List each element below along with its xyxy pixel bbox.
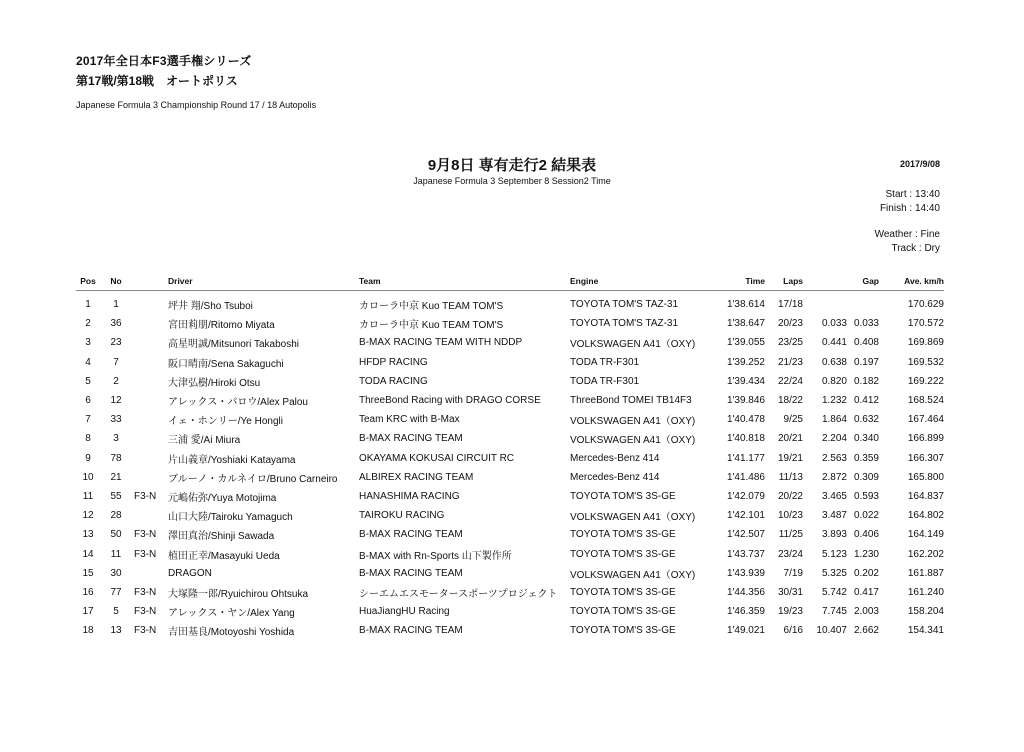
cell-driver: 山口大陸/Tairoku Yamaguch [168,512,293,524]
round-subtitle: Japanese Formula 3 Championship Round 17 / 18 Autopolis [76,100,317,110]
cell-driver: アレックス・パロウ/Alex Palou [168,397,308,409]
cell-pos: 17 [82,606,94,618]
cell-diff: 2.204 [821,433,847,445]
cell-laps: 22/24 [777,375,803,387]
cell-gap: 1.230 [853,548,879,560]
cell-no: 21 [110,471,122,483]
cell-speed: 164.149 [907,529,944,541]
cell-engine: Mercedes-Benz 414 [570,471,660,483]
cell-speed: 161.240 [907,586,944,598]
cell-speed: 170.629 [907,299,944,311]
cell-diff: 5.123 [821,548,847,560]
cell-gap: 0.197 [853,356,879,368]
cell-gap: 0.359 [853,452,879,464]
cell-diff: 0.441 [821,337,847,349]
cell-gap: 0.417 [853,586,879,598]
cell-diff: 0.638 [821,356,847,368]
table-header-row [76,272,944,291]
cell-diff [803,291,847,315]
cell-no: 7 [113,356,119,368]
cell-team: カローラ中京 Kuo TEAM TOM'S [359,301,504,313]
cell-no: 55 [110,490,122,502]
cell-engine: VOLKSWAGEN A41（OXY) [570,512,696,524]
table-row [76,525,944,544]
cell-team: カローラ中京 Kuo TEAM TOM'S [359,320,504,332]
cell-pos: 18 [82,625,94,637]
table-row [76,372,944,391]
cell-no: 2 [113,375,119,387]
cell-team: B-MAX RACING TEAM [359,625,463,637]
table-row [76,291,944,315]
cell-speed: 167.464 [907,414,944,426]
cell-class: F3-N [134,625,157,637]
cell-engine: TOYOTA TOM'S 3S-GE [570,606,676,618]
cell-gap: 0.593 [853,490,879,502]
cell-speed: 154.341 [907,625,944,637]
cell-driver: 三浦 愛/Ai Miura [168,435,241,447]
cell-gap: 0.408 [853,337,879,349]
cell-diff: 3.487 [821,510,847,522]
col-header-team: Team [359,272,570,291]
cell-driver: 澤田真治/Shinji Sawada [168,531,275,543]
cell-pos: 6 [85,395,91,407]
report-subtitle: Japanese Formula 3 September 8 Session2 Time [413,176,611,186]
cell-no: 13 [110,625,122,637]
table-row [76,391,944,410]
cell-class: F3-N [134,548,157,560]
table-row [76,449,944,468]
cell-engine: TOYOTA TOM'S 3S-GE [570,490,676,502]
table-row [76,333,944,352]
cell-team: Team KRC with B-Max [359,414,460,426]
cell-laps: 11/13 [778,471,803,483]
cell-speed: 158.204 [907,606,944,618]
cell-team: HFDP RACING [359,356,428,368]
cell-gap: 0.340 [853,433,879,445]
cell-class [132,391,168,410]
report-date: 2017/9/08 [899,159,940,169]
cell-pos: 4 [85,356,91,368]
cell-pos: 11 [82,490,94,502]
cell-class [132,506,168,525]
col-header-pos: Pos [76,272,100,291]
cell-pos: 12 [82,510,94,522]
cell-no: 12 [110,395,122,407]
results-body [76,291,944,641]
cell-time: 1'38.647 [726,318,765,330]
col-header-no: No [100,272,132,291]
cell-gap: 0.406 [853,529,879,541]
cell-class [132,291,168,315]
table-row [76,564,944,583]
cell-class [132,429,168,448]
cell-driver: 坪井 翔/Sho Tsuboi [168,301,253,313]
cell-speed: 168.524 [907,395,944,407]
cell-engine: VOLKSWAGEN A41（OXY) [570,569,696,581]
cell-team: B-MAX RACING TEAM WITH NDDP [359,337,523,349]
cell-team: ThreeBond Racing with DRAGO CORSE [359,395,541,407]
cell-team: B-MAX RACING TEAM [359,529,463,541]
cell-time: 1'43.737 [726,548,765,560]
cell-speed: 169.869 [907,337,944,349]
cell-time: 1'39.846 [726,395,765,407]
col-header-class [132,272,168,291]
cell-driver: 大塚隆一郎/Ryuichirou Ohtsuka [168,588,309,600]
cell-no: 11 [110,548,122,560]
cell-gap: 0.412 [853,395,879,407]
cell-time: 1'49.021 [726,625,765,637]
cell-laps: 19/23 [777,606,803,618]
cell-laps: 30/31 [777,586,803,598]
cell-gap [847,291,879,315]
cell-laps: 6/16 [783,625,803,637]
cell-engine: TOYOTA TOM'S 3S-GE [570,625,676,637]
cell-team: B-MAX RACING TEAM [359,567,463,579]
cell-no: 77 [110,586,122,598]
cell-pos: 13 [82,529,94,541]
table-row [76,544,944,563]
session-start: Start : 13:40 [885,189,940,200]
cell-driver: アレックス・ヤン/Alex Yang [168,608,295,620]
cell-no: 50 [110,529,122,541]
cell-time: 1'38.614 [726,299,765,311]
cell-driver: 高星明誠/Mitsunori Takaboshi [168,339,299,351]
cell-pos: 1 [85,299,91,311]
cell-time: 1'42.079 [726,490,765,502]
weather-info: Weather : Fine [874,229,940,240]
cell-time: 1'42.101 [726,510,765,522]
results-table [76,272,944,640]
cell-class [132,564,168,583]
cell-driver: 片山義章/Yoshiaki Katayama [168,454,296,466]
cell-team: HANASHIMA RACING [359,490,460,502]
cell-engine: VOLKSWAGEN A41（OXY) [570,339,696,351]
cell-gap: 0.309 [853,471,879,483]
cell-time: 1'39.055 [726,337,765,349]
cell-diff: 1.864 [821,414,847,426]
cell-diff: 10.407 [816,625,847,637]
col-header-gap: Gap [847,272,879,291]
cell-laps: 20/23 [777,318,803,330]
cell-team: TAIROKU RACING [359,510,445,522]
cell-speed: 164.802 [907,510,944,522]
cell-speed: 169.222 [907,375,944,387]
table-row [76,468,944,487]
cell-pos: 16 [82,586,94,598]
cell-team: B-MAX with Rn-Sports 山下製作所 [359,550,512,562]
cell-time: 1'39.434 [726,375,765,387]
cell-diff: 5.325 [821,567,847,579]
cell-diff: 1.232 [821,395,847,407]
cell-engine: TOYOTA TOM'S TAZ-31 [570,318,679,330]
cell-diff: 3.465 [821,490,847,502]
cell-pos: 15 [82,567,94,579]
cell-laps: 9/25 [783,414,803,426]
cell-class [132,314,168,333]
cell-laps: 23/25 [777,337,803,349]
cell-driver: 元嶋佑弥/Yuya Motojima [168,492,277,504]
col-header-laps: Laps [765,272,803,291]
cell-engine: VOLKSWAGEN A41（OXY) [570,435,696,447]
track-info: Track : Dry [891,243,940,254]
col-header-driver: Driver [168,272,359,291]
table-row [76,621,944,640]
cell-speed: 166.307 [907,452,944,464]
cell-diff: 2.872 [821,471,847,483]
cell-speed: 165.800 [907,471,944,483]
cell-no: 33 [110,414,122,426]
cell-team: B-MAX RACING TEAM [359,433,463,445]
col-header-diff [803,272,847,291]
cell-pos: 5 [85,375,91,387]
cell-driver: 吉田基良/Motoyoshi Yoshida [168,627,295,639]
cell-class [132,333,168,352]
col-header-time: Time [710,272,765,291]
cell-gap: 0.182 [853,375,879,387]
cell-time: 1'42.507 [726,529,765,541]
cell-engine: TODA TR-F301 [570,356,640,368]
cell-pos: 8 [85,433,91,445]
cell-engine: TOYOTA TOM'S TAZ-31 [570,299,679,311]
cell-engine: VOLKSWAGEN A41（OXY) [570,416,696,428]
cell-diff: 2.563 [821,452,847,464]
cell-engine: TODA TR-F301 [570,375,640,387]
cell-laps: 23/24 [777,548,803,560]
cell-driver: イェ・ホンリー/Ye Hongli [168,416,283,428]
cell-speed: 170.572 [907,318,944,330]
table-row [76,353,944,372]
cell-driver: 阪口晴南/Sena Sakaguchi [168,358,284,370]
cell-class: F3-N [134,490,157,502]
cell-laps: 20/21 [777,433,803,445]
cell-gap: 2.662 [853,625,879,637]
cell-gap: 0.033 [853,318,879,330]
cell-class [132,353,168,372]
cell-speed: 169.532 [907,356,944,368]
cell-class [132,372,168,391]
table-row [76,583,944,602]
cell-diff: 0.820 [821,375,847,387]
col-header-engine: Engine [570,272,710,291]
cell-no: 1 [113,299,119,311]
cell-class: F3-N [134,586,157,598]
cell-gap: 2.003 [853,606,879,618]
table-row [76,314,944,333]
cell-driver: ブルーノ・カルネイロ/Bruno Carneiro [168,473,338,485]
cell-team: TODA RACING [359,375,428,387]
cell-team: ALBIREX RACING TEAM [359,471,474,483]
cell-pos: 10 [82,471,94,483]
cell-pos: 3 [85,337,91,349]
cell-speed: 162.202 [907,548,944,560]
cell-time: 1'44.356 [726,586,765,598]
cell-time: 1'40.478 [726,414,765,426]
cell-pos: 2 [85,318,91,330]
cell-engine: TOYOTA TOM'S 3S-GE [570,586,676,598]
cell-no: 78 [110,452,122,464]
cell-laps: 11/25 [778,529,803,541]
cell-team: シーエムエスモータースポーツプロジェクト [359,588,558,600]
cell-pos: 14 [82,548,94,560]
cell-no: 23 [110,337,122,349]
cell-speed: 166.899 [907,433,944,445]
cell-driver: DRAGON [168,567,212,579]
table-row [76,410,944,429]
cell-laps: 21/23 [777,356,803,368]
cell-gap: 0.022 [853,510,879,522]
cell-pos: 7 [85,414,91,426]
cell-pos: 9 [85,452,91,464]
report-title: 9月8日 専有走行2 結果表 [427,157,597,174]
cell-speed: 161.887 [907,567,944,579]
cell-time: 1'41.177 [726,452,765,464]
cell-driver: 植田正幸/Masayuki Ueda [168,550,280,562]
cell-diff: 5.742 [821,586,847,598]
cell-diff: 0.033 [821,318,847,330]
cell-speed: 164.837 [907,490,944,502]
cell-no: 3 [113,433,119,445]
cell-team: OKAYAMA KOKUSAI CIRCUIT RC [359,452,515,464]
cell-time: 1'39.252 [726,356,765,368]
cell-time: 1'43.939 [726,567,765,579]
cell-gap: 0.202 [853,567,879,579]
cell-engine: ThreeBond TOMEI TB14F3 [570,395,692,407]
cell-class [132,449,168,468]
cell-time: 1'46.359 [726,606,765,618]
cell-laps: 7/19 [783,567,803,579]
cell-diff: 7.745 [821,606,847,618]
round-title: 第17戦/第18戦 オートポリス [76,74,238,88]
cell-laps: 17/18 [777,299,803,311]
cell-no: 28 [110,510,122,522]
table-row [76,429,944,448]
cell-class: F3-N [134,606,157,618]
cell-class: F3-N [134,529,157,541]
cell-no: 5 [113,606,119,618]
cell-engine: TOYOTA TOM'S 3S-GE [570,548,676,560]
cell-no: 36 [110,318,122,330]
col-header-speed: Ave. km/h [879,272,944,291]
cell-diff: 3.893 [821,529,847,541]
cell-time: 1'41.486 [726,471,765,483]
cell-gap: 0.632 [853,414,879,426]
cell-driver: 宮田莉朋/Ritomo Miyata [168,320,275,332]
cell-no: 30 [110,567,122,579]
cell-laps: 19/21 [777,452,803,464]
cell-class [132,410,168,429]
cell-laps: 18/22 [777,395,803,407]
session-finish: Finish : 14:40 [879,203,940,214]
cell-laps: 10/23 [777,510,803,522]
cell-engine: Mercedes-Benz 414 [570,452,660,464]
series-title: 2017年全日本F3選手権シリーズ [76,54,252,68]
cell-team: HuaJiangHU Racing [359,606,450,618]
table-row [76,506,944,525]
cell-engine: TOYOTA TOM'S 3S-GE [570,529,676,541]
table-row [76,487,944,506]
cell-class [132,468,168,487]
cell-driver: 大津弘樹/Hiroki Otsu [168,377,261,389]
table-row [76,602,944,621]
cell-laps: 20/22 [777,490,803,502]
cell-time: 1'40.818 [726,433,765,445]
